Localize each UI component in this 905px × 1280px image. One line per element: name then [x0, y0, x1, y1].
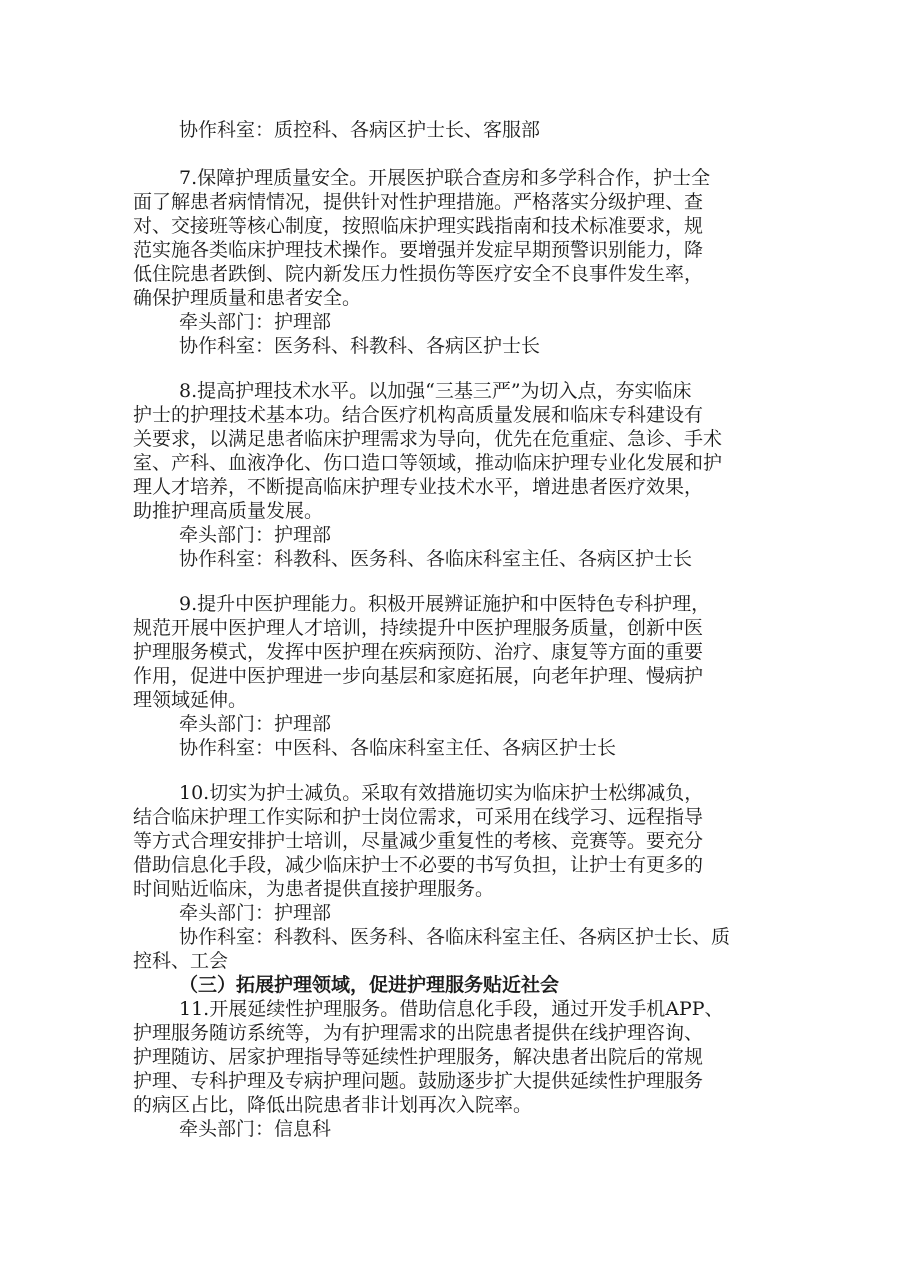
text-line: 理人才培养，不断提高临床护理专业技术水平，增进患者医疗效果，: [133, 476, 704, 498]
text-line: 11.开展延续性护理服务。借助信息化手段，通过开发手机APP、: [179, 998, 724, 1020]
section-heading: （三）拓展护理领域，促进护理服务贴近社会: [179, 974, 560, 996]
text-line: 规范开展中医护理人才培训，持续提升中医护理服务质量，创新中医: [133, 617, 704, 639]
text-line: 室、产科、血液净化、伤口造口等领域，推动临床护理专业化发展和护: [133, 452, 723, 474]
text-line: 牵头部门：护理部: [179, 311, 332, 333]
text-line: 确保护理质量和患者安全。: [133, 287, 362, 309]
paragraph-block: [133, 379, 773, 571]
text-line: 面了解患者病情情况，提供针对性护理措施。严格落实分级护理、查: [133, 191, 704, 213]
text-line: 低住院患者跌倒、院内新发压力性损伤等医疗安全不良事件发生率，: [133, 263, 704, 285]
text-line: 助推护理高质量发展。: [133, 500, 324, 522]
paragraph-block: [133, 592, 773, 760]
text-line: 理领域延伸。: [133, 689, 248, 711]
text-line: 护理、专科护理及专病护理问题。鼓励逐步扩大提供延续性护理服务: [133, 1070, 704, 1092]
text-line: 时间贴近临床，为患者提供直接护理服务。: [133, 878, 495, 900]
text-line: 9.提升中医护理能力。积极开展辨证施护和中医特色专科护理，: [179, 593, 711, 615]
text-line: 护士的护理技术基本功。结合医疗机构高质量发展和临床专科建设有: [133, 404, 704, 426]
text-line: 等方式合理安排护士培训，尽量减少重复性的考核、竞赛等。要充分: [133, 830, 704, 852]
text-line: 牵头部门：护理部: [179, 902, 332, 924]
text-line: 协作科室：科教科、医务科、各临床科室主任、各病区护士长、质: [179, 926, 731, 948]
text-line: 对、交接班等核心制度，按照临床护理实践指南和技术标准要求，规: [133, 215, 704, 237]
text-line: 牵头部门：护理部: [179, 524, 332, 546]
text-line: 牵头部门：护理部: [179, 713, 332, 735]
text-line: 护理随访、居家护理指导等延续性护理服务，解决患者出院后的常规: [133, 1046, 704, 1068]
text-line: 作用，促进中医护理进一步向基层和家庭拓展，向老年护理、慢病护: [133, 665, 704, 687]
text-line: 8.提高护理技术水平。以加强“三基三严”为切入点，夯实临床: [179, 380, 692, 402]
text-line: 10.切实为护士减负。采取有效措施切实为临床护士松绑减负，: [179, 782, 704, 804]
text-line: 护理服务随访系统等，为有护理需求的出院患者提供在线护理咨询、: [133, 1022, 704, 1044]
text-line: 关要求，以满足患者临床护理需求为导向，优先在危重症、急诊、手术: [133, 428, 723, 450]
text-line: 协作科室：医务科、科教科、各病区护士长: [179, 335, 541, 357]
text-line: 范实施各类临床护理技术操作。要增强并发症早期预警识别能力，降: [133, 239, 704, 261]
text-line: 协作科室：质控科、各病区护士长、客服部: [179, 119, 541, 141]
text-line: 控科、工会: [133, 950, 229, 972]
text-line: 结合临床护理工作实际和护士岗位需求，可采用在线学习、远程指导: [133, 806, 704, 828]
text-line: 护理服务模式，发挥中医护理在疾病预防、治疗、康复等方面的重要: [133, 641, 704, 663]
paragraph-block: [133, 781, 773, 1141]
text-line: 的病区占比，降低出院患者非计划再次入院率。: [133, 1094, 533, 1116]
text-line: 协作科室：科教科、医务科、各临床科室主任、各病区护士长: [179, 548, 693, 570]
text-line: 7.保障护理质量安全。开展医护联合查房和多学科合作，护士全: [179, 167, 711, 189]
paragraph-block: [133, 118, 773, 142]
text-line: 借助信息化手段，减少临床护士不必要的书写负担，让护士有更多的: [133, 854, 704, 876]
text-line: 协作科室：中医科、各临床科室主任、各病区护士长: [179, 737, 617, 759]
text-line: 牵头部门：信息科: [179, 1118, 332, 1140]
paragraph-block: [133, 166, 773, 358]
